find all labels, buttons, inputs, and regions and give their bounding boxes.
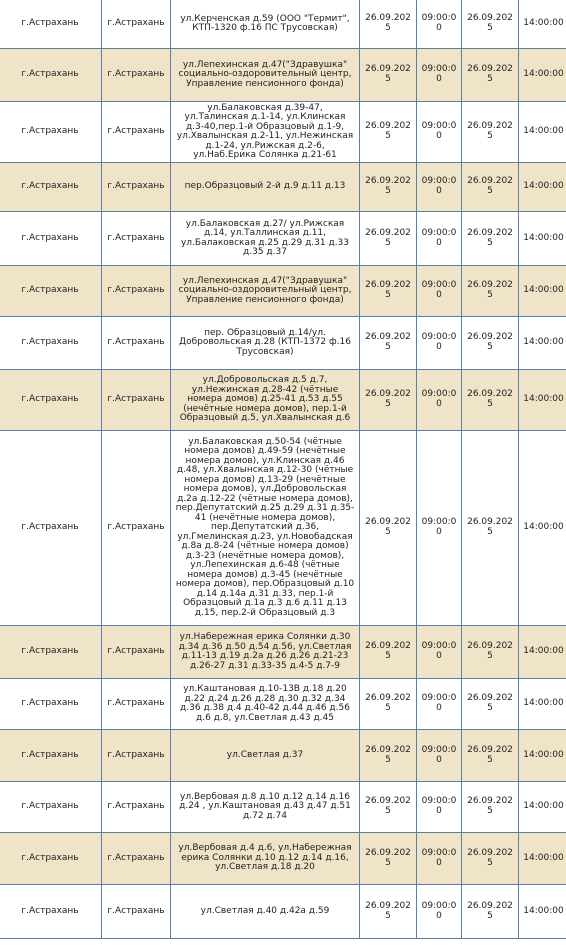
- end-date-cell: 26.09.2025: [462, 626, 519, 679]
- city-cell: г.Астрахань: [0, 833, 102, 885]
- settlement-cell: г.Астрахань: [102, 0, 171, 49]
- table-row: [0, 266, 566, 317]
- settlement-cell: г.Астрахань: [102, 782, 171, 833]
- end-time-cell: 14:00:00: [519, 102, 566, 163]
- table-row: [0, 317, 566, 370]
- end-time-cell: 14:00:00: [519, 782, 566, 833]
- end-date-cell: 26.09.2025: [462, 833, 519, 885]
- end-date-cell: 26.09.2025: [462, 370, 519, 431]
- end-time-cell: 14:00:00: [519, 431, 566, 626]
- end-time-cell: 14:00:00: [519, 212, 566, 266]
- table-row: [0, 102, 566, 163]
- start-time-cell: 09:00:00: [417, 833, 462, 885]
- table-row: [0, 626, 566, 679]
- start-time-cell: 09:00:00: [417, 626, 462, 679]
- city-cell: г.Астрахань: [0, 102, 102, 163]
- start-date-cell: 26.09.2025: [360, 370, 417, 431]
- end-time-cell: 14:00:00: [519, 317, 566, 370]
- table-row: [0, 0, 566, 49]
- settlement-cell: г.Астрахань: [102, 679, 171, 730]
- settlement-cell: г.Астрахань: [102, 730, 171, 782]
- end-date-cell: 26.09.2025: [462, 0, 519, 49]
- end-time-cell: 14:00:00: [519, 679, 566, 730]
- start-date-cell: 26.09.2025: [360, 885, 417, 939]
- settlement-cell: г.Астрахань: [102, 885, 171, 939]
- end-time-cell: 14:00:00: [519, 730, 566, 782]
- settlement-cell: г.Астрахань: [102, 49, 171, 102]
- city-cell: г.Астрахань: [0, 782, 102, 833]
- end-date-cell: 26.09.2025: [462, 730, 519, 782]
- city-cell: г.Астрахань: [0, 49, 102, 102]
- city-cell: г.Астрахань: [0, 626, 102, 679]
- settlement-cell: г.Астрахань: [102, 370, 171, 431]
- end-date-cell: 26.09.2025: [462, 885, 519, 939]
- end-time-cell: 14:00:00: [519, 163, 566, 212]
- city-cell: г.Астрахань: [0, 679, 102, 730]
- end-time-cell: 14:00:00: [519, 885, 566, 939]
- end-date-cell: 26.09.2025: [462, 317, 519, 370]
- address-cell: ул.Светлая д.40 д.42а д.59: [171, 885, 360, 939]
- end-time-cell: 14:00:00: [519, 626, 566, 679]
- end-date-cell: 26.09.2025: [462, 212, 519, 266]
- city-cell: г.Астрахань: [0, 212, 102, 266]
- settlement-cell: г.Астрахань: [102, 266, 171, 317]
- city-cell: г.Астрахань: [0, 0, 102, 49]
- address-cell: ул.Светлая д.37: [171, 730, 360, 782]
- start-date-cell: 26.09.2025: [360, 266, 417, 317]
- start-time-cell: 09:00:00: [417, 102, 462, 163]
- start-time-cell: 09:00:00: [417, 163, 462, 212]
- end-time-cell: 14:00:00: [519, 0, 566, 49]
- settlement-cell: г.Астрахань: [102, 163, 171, 212]
- city-cell: г.Астрахань: [0, 730, 102, 782]
- start-date-cell: 26.09.2025: [360, 0, 417, 49]
- table-row: [0, 730, 566, 782]
- city-cell: г.Астрахань: [0, 431, 102, 626]
- address-cell: ул.Набережная ерика Солянки д.30 д.34 д.36 д.50 д.54 д.56, ул.Светлая д.11-13 д.19 д.2а д.26 д.26 д.21-23 д.26-27 д.31 д.33-35 д.4-5 д.7-9: [171, 626, 360, 679]
- start-date-cell: 26.09.2025: [360, 317, 417, 370]
- start-date-cell: 26.09.2025: [360, 730, 417, 782]
- start-time-cell: 09:00:00: [417, 679, 462, 730]
- city-cell: г.Астрахань: [0, 317, 102, 370]
- city-cell: г.Астрахань: [0, 885, 102, 939]
- city-cell: г.Астрахань: [0, 163, 102, 212]
- start-time-cell: 09:00:00: [417, 317, 462, 370]
- address-cell: ул.Добровольская д.5 д.7, ул.Нежинская д.28-42 (чётные номера домов) д.25-41 д.53 д.55 (нечётные номера домов), пер.1-й Образцовый д.5, ул.Хвалынская д.6: [171, 370, 360, 431]
- table-row: [0, 782, 566, 833]
- start-time-cell: 09:00:00: [417, 266, 462, 317]
- address-cell: ул.Вербовая д.4 д.6, ул.Набережная ерика Солянки д.10 д.12 д.14 д.16, ул.Светлая д.18 д.20: [171, 833, 360, 885]
- table-row: [0, 49, 566, 102]
- settlement-cell: г.Астрахань: [102, 833, 171, 885]
- end-time-cell: 14:00:00: [519, 266, 566, 317]
- table-row: [0, 885, 566, 939]
- start-date-cell: 26.09.2025: [360, 626, 417, 679]
- start-date-cell: 26.09.2025: [360, 679, 417, 730]
- end-date-cell: 26.09.2025: [462, 102, 519, 163]
- table-row: [0, 370, 566, 431]
- start-date-cell: 26.09.2025: [360, 163, 417, 212]
- start-time-cell: 09:00:00: [417, 370, 462, 431]
- settlement-cell: г.Астрахань: [102, 431, 171, 626]
- settlement-cell: г.Астрахань: [102, 212, 171, 266]
- start-date-cell: 26.09.2025: [360, 782, 417, 833]
- start-date-cell: 26.09.2025: [360, 49, 417, 102]
- start-date-cell: 26.09.2025: [360, 833, 417, 885]
- end-date-cell: 26.09.2025: [462, 431, 519, 626]
- address-cell: ул.Вербовая д.8 д.10 д.12 д.14 д.16 д.24 , ул.Каштановая д.43 д.47 д.51 д.72 д.74: [171, 782, 360, 833]
- table-row: [0, 833, 566, 885]
- city-cell: г.Астрахань: [0, 370, 102, 431]
- start-date-cell: 26.09.2025: [360, 102, 417, 163]
- end-date-cell: 26.09.2025: [462, 782, 519, 833]
- table-row: [0, 679, 566, 730]
- settlement-cell: г.Астрахань: [102, 102, 171, 163]
- address-cell: ул.Балаковская д.39-47, ул.Талинская д.1-14, ул.Клинская д.3-40,пер.1-й Образцовый д.1-9, ул.Хвалынская д.2-11, ул.Нежинская д.1-24, ул.Рижская д.2-6, ул.Наб.Ерика Солянка д.21-61: [171, 102, 360, 163]
- address-cell: ул.Каштановая д.10-13В д.18 д.20 д.22 д.24 д.26 д.28 д.30 д.32 д.34 д.36 д.38 д.4 д.40-42 д.44 д.46 д.56 д.6 д.8, ул.Светлая д.43 д.45: [171, 679, 360, 730]
- end-date-cell: 26.09.2025: [462, 163, 519, 212]
- end-time-cell: 14:00:00: [519, 49, 566, 102]
- address-cell: ул.Балаковская д.50-54 (чётные номера домов) д.49-59 (нечётные номера домов), ул.Клинская д.46 д.48, ул.Хвалынская д.12-30 (чётные номера домов) д.13-29 (нечётные номера домов), ул.Добровольская д.2а д.12-22 (чётные номера домов), пер.Депутатский д.25 д.29 д.31 д.35-41 (нечётные номера домов), пер.Депутатский д.36, ул.Гмелинская д.23, ул.Новобадская д.8а д.8-24 (чётные номера домов) д.3-23 (нечётные номера домов), ул.Лепехинская д.6-48 (чётные номера домов) д.3-45 (нечётные номера домов), пер.Образцовый д.10 д.14 д.14а д.31 д.33, пер.1-й Образцовый д.1а д.3 д.6 д.11 д.13 д.15, пер.2-й Образцовый д.3: [171, 431, 360, 626]
- settlement-cell: г.Астрахань: [102, 626, 171, 679]
- start-time-cell: 09:00:00: [417, 730, 462, 782]
- end-date-cell: 26.09.2025: [462, 266, 519, 317]
- start-date-cell: 26.09.2025: [360, 431, 417, 626]
- settlement-cell: г.Астрахань: [102, 317, 171, 370]
- address-cell: пер.Образцовый 2-й д.9 д.11 д.13: [171, 163, 360, 212]
- city-cell: г.Астрахань: [0, 266, 102, 317]
- end-time-cell: 14:00:00: [519, 833, 566, 885]
- end-time-cell: 14:00:00: [519, 370, 566, 431]
- address-cell: ул.Керченская д.59 (ООО "Термит", КТП-1320 ф.16 ПС Трусовская): [171, 0, 360, 49]
- start-date-cell: 26.09.2025: [360, 212, 417, 266]
- start-time-cell: 09:00:00: [417, 212, 462, 266]
- end-date-cell: 26.09.2025: [462, 49, 519, 102]
- start-time-cell: 09:00:00: [417, 782, 462, 833]
- table-bottom-strip: [0, 939, 566, 951]
- start-time-cell: 09:00:00: [417, 0, 462, 49]
- end-date-cell: 26.09.2025: [462, 679, 519, 730]
- address-cell: пер. Образцовый д.14/ул. Добровольская д.28 (КТП-1372 ф.16 Трусовская): [171, 317, 360, 370]
- address-cell: ул.Лепехинская д.47("Здравушка" социально-оздоровительный центр, Управление пенсионного фонда): [171, 266, 360, 317]
- start-time-cell: 09:00:00: [417, 885, 462, 939]
- table-row: [0, 212, 566, 266]
- address-cell: ул.Лепехинская д.47("Здравушка" социально-оздоровительный центр, Управление пенсионного фонда): [171, 49, 360, 102]
- table-row: [0, 431, 566, 626]
- start-time-cell: 09:00:00: [417, 49, 462, 102]
- start-time-cell: 09:00:00: [417, 431, 462, 626]
- table-row: [0, 163, 566, 212]
- address-cell: ул.Балаковская д.27/ ул.Рижская д.14, ул.Таллинская д.11, ул.Балаковская д.25 д.29 д.31 д.33 д.35 д.37: [171, 212, 360, 266]
